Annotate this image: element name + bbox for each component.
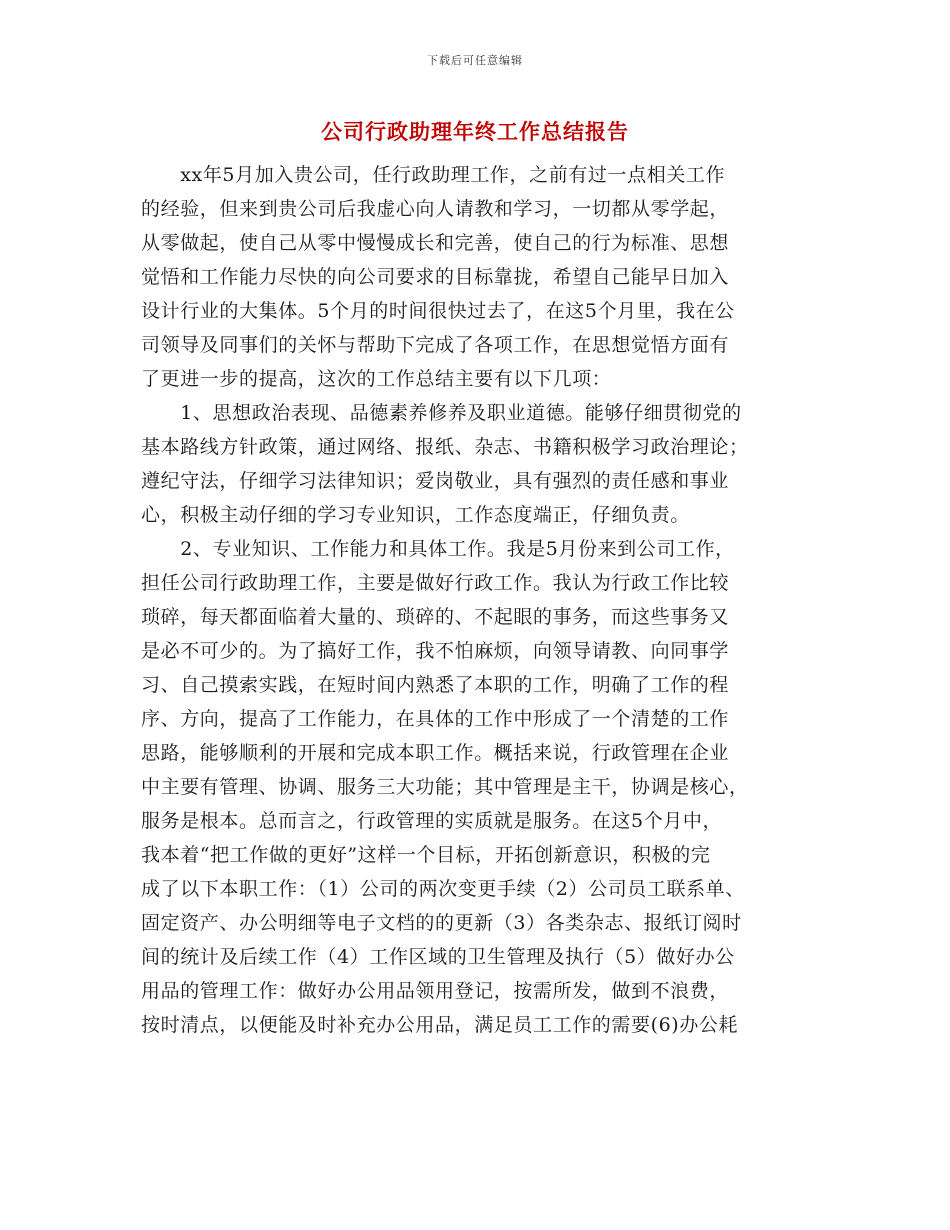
body-line: xx年5月加入贵公司，任行政助理工作，之前有过一点相关工作 — [141, 164, 726, 186]
body-line: 我本着“把工作做的更好”这样一个目标，开拓创新意识，积极的完 — [141, 844, 711, 866]
body-line: 按时清点，以便能及时补充办公用品，满足员工工作的需要(6)办公耗 — [141, 1014, 739, 1036]
body-line: 固定资产、办公明细等电子文档的的更新（3）各类杂志、报纸订阅时 — [141, 912, 742, 934]
body-line: 了更进一步的提高，这次的工作总结主要有以下几项： — [141, 368, 612, 390]
body-line: 2、专业知识、工作能力和具体工作。我是5月份来到公司工作， — [141, 538, 735, 560]
body-line: 中主要有管理、协调、服务三大功能；其中管理是主干，协调是核心， — [141, 776, 749, 798]
page-header-note: 下载后可任意编辑 — [427, 54, 523, 67]
body-line: 琐碎，每天都面临着大量的、琐碎的、不起眼的事务，而这些事务又 — [141, 606, 730, 628]
body-line: 担任公司行政助理工作，主要是做好行政工作。我认为行政工作比较 — [141, 572, 730, 594]
document-title: 公司行政助理年终工作总结报告 — [321, 119, 629, 144]
body-line: 司领导及同事们的关怀与帮助下完成了各项工作，在思想觉悟方面有 — [141, 334, 730, 356]
body-line: 序、方向，提高了工作能力，在具体的工作中形成了一个清楚的工作 — [141, 708, 730, 730]
document-body — [141, 158, 811, 1042]
body-line: 觉悟和工作能力尽快的向公司要求的目标靠拢，希望自己能早日加入 — [141, 266, 730, 288]
body-line: 间的统计及后续工作（4）工作区域的卫生管理及执行（5）做好办公 — [141, 946, 735, 968]
body-line: 思路，能够顺利的开展和完成本职工作。概括来说，行政管理在企业 — [141, 742, 730, 764]
body-line: 基本路线方针政策，通过网络、报纸、杂志、书籍积极学习政治理论； — [141, 436, 749, 458]
body-line: 习、自己摸索实践，在短时间内熟悉了本职的工作，明确了工作的程 — [141, 674, 730, 696]
body-line: 设计行业的大集体。5个月的时间很快过去了，在这5个月里，我在公 — [141, 300, 735, 322]
body-line: 1、思想政治表现、品德素养修养及职业道德。能够仔细贯彻党的 — [141, 402, 742, 424]
body-line: 遵纪守法，仔细学习法律知识；爱岗敬业，具有强烈的责任感和事业 — [141, 470, 730, 492]
body-line: 成了以下本职工作：（1）公司的两次变更手续（2）公司员工联系单、 — [141, 878, 745, 900]
body-line: 心，积极主动仔细的学习专业知识，工作态度端正，仔细负责。 — [141, 504, 690, 526]
body-line: 服务是根本。总而言之，行政管理的实质就是服务。在这5个月中， — [141, 810, 723, 832]
body-line: 是必不可少的。为了搞好工作，我不怕麻烦，向领导请教、向同事学 — [141, 640, 730, 662]
body-line: 用品的管理工作：做好办公用品领用登记，按需所发，做到不浪费， — [141, 980, 730, 1002]
body-line: 的经验，但来到贵公司后我虚心向人请教和学习，一切都从零学起， — [141, 198, 730, 220]
body-line: 从零做起，使自己从零中慢慢成长和完善，使自己的行为标准、思想 — [141, 232, 730, 254]
